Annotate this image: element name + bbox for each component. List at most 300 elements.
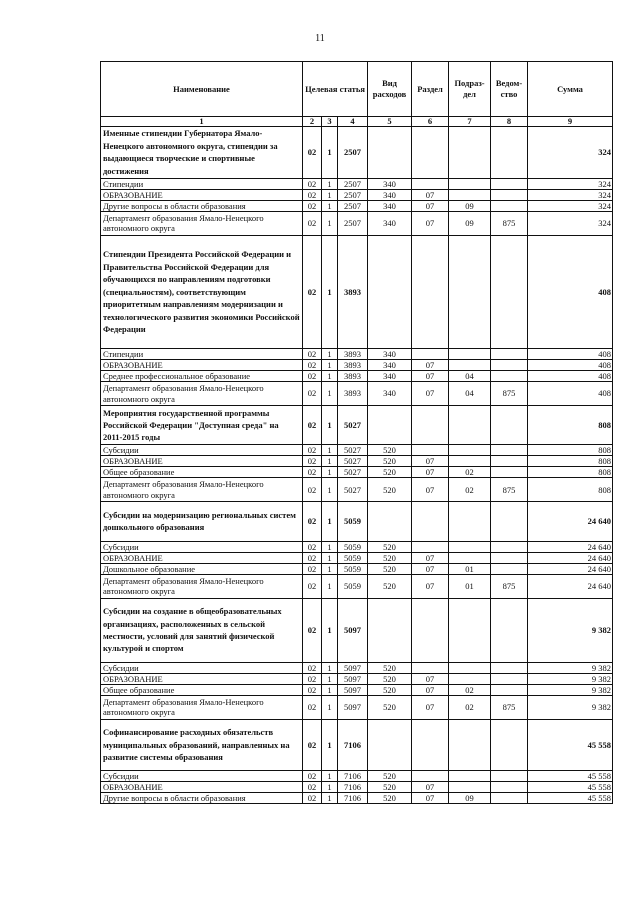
cell-subsection <box>449 771 491 782</box>
col-number: 9 <box>528 117 613 127</box>
col-header-dept: Ведом-ство <box>491 62 528 117</box>
cell-target-code: 2507 <box>338 127 368 179</box>
cell-subsection <box>449 360 491 371</box>
cell-subprogram: 1 <box>322 382 338 406</box>
table-row <box>101 771 613 782</box>
cell-expense-type: 520 <box>368 478 412 502</box>
cell-sum: 24 640 <box>528 552 613 563</box>
cell-program: 02 <box>303 178 322 189</box>
cell-name: ОБРАЗОВАНИЕ <box>101 673 303 684</box>
cell-expense-type <box>368 598 412 662</box>
cell-name: Субсидии <box>101 771 303 782</box>
cell-target-code: 5059 <box>338 563 368 574</box>
cell-subprogram: 1 <box>322 541 338 552</box>
cell-department <box>491 189 528 200</box>
col-header-section: Раздел <box>412 62 449 117</box>
cell-subprogram: 1 <box>322 200 338 211</box>
cell-program: 02 <box>303 360 322 371</box>
cell-target-code: 5027 <box>338 467 368 478</box>
cell-name: ОБРАЗОВАНИЕ <box>101 360 303 371</box>
table-row-item <box>101 235 613 349</box>
cell-target-code: 3893 <box>338 235 368 349</box>
cell-section: 07 <box>412 793 449 804</box>
cell-sum: 324 <box>528 189 613 200</box>
cell-subsection <box>449 178 491 189</box>
cell-name: Департамент образования Ямало-Ненецкого автономного округа <box>101 574 303 598</box>
cell-subsection <box>449 673 491 684</box>
cell-subprogram: 1 <box>322 127 338 179</box>
cell-name: ОБРАЗОВАНИЕ <box>101 189 303 200</box>
cell-name: Субсидии <box>101 662 303 673</box>
cell-sum: 45 558 <box>528 719 613 771</box>
cell-section <box>412 502 449 541</box>
cell-sum: 808 <box>528 478 613 502</box>
cell-section <box>412 235 449 349</box>
cell-expense-type <box>368 235 412 349</box>
cell-subprogram: 1 <box>322 349 338 360</box>
cell-sum: 808 <box>528 456 613 467</box>
cell-program: 02 <box>303 456 322 467</box>
col-number: 3 <box>322 117 338 127</box>
cell-department: 875 <box>491 478 528 502</box>
table-row <box>101 552 613 563</box>
cell-subprogram: 1 <box>322 684 338 695</box>
budget-table <box>100 61 613 804</box>
column-numbers-row <box>101 117 613 127</box>
cell-sum: 9 382 <box>528 673 613 684</box>
cell-expense-type <box>368 406 412 445</box>
cell-program: 02 <box>303 349 322 360</box>
cell-subsection <box>449 541 491 552</box>
cell-name: Субсидии на создание в общеобразовательных организациях, расположенных в сельской местности, условий для занятий физической культурой и спортом <box>101 598 303 662</box>
table-row <box>101 782 613 793</box>
cell-program: 02 <box>303 235 322 349</box>
col-header-name: Наименование <box>101 62 303 117</box>
cell-name: Стипендии <box>101 349 303 360</box>
cell-name: Среднее профессиональное образование <box>101 371 303 382</box>
cell-program: 02 <box>303 719 322 771</box>
table-row <box>101 467 613 478</box>
cell-program: 02 <box>303 445 322 456</box>
cell-department: 875 <box>491 574 528 598</box>
table-row <box>101 211 613 235</box>
cell-program: 02 <box>303 793 322 804</box>
cell-program: 02 <box>303 684 322 695</box>
cell-department <box>491 235 528 349</box>
table-row <box>101 445 613 456</box>
cell-department <box>491 541 528 552</box>
cell-target-code: 5097 <box>338 598 368 662</box>
cell-subsection: 09 <box>449 793 491 804</box>
cell-expense-type: 340 <box>368 360 412 371</box>
cell-program: 02 <box>303 127 322 179</box>
cell-section: 07 <box>412 695 449 719</box>
cell-subsection: 01 <box>449 563 491 574</box>
cell-target-code: 3893 <box>338 371 368 382</box>
cell-subsection: 04 <box>449 371 491 382</box>
table-header-row <box>101 62 613 117</box>
cell-section: 07 <box>412 552 449 563</box>
cell-section: 07 <box>412 574 449 598</box>
cell-name: Субсидии <box>101 445 303 456</box>
cell-name: Общее образование <box>101 467 303 478</box>
cell-name: Общее образование <box>101 684 303 695</box>
cell-expense-type: 520 <box>368 541 412 552</box>
col-number: 6 <box>412 117 449 127</box>
cell-section: 07 <box>412 563 449 574</box>
cell-section <box>412 541 449 552</box>
cell-section <box>412 598 449 662</box>
cell-sum: 24 640 <box>528 563 613 574</box>
cell-department <box>491 406 528 445</box>
cell-subprogram: 1 <box>322 719 338 771</box>
table-row <box>101 456 613 467</box>
cell-department: 875 <box>491 382 528 406</box>
cell-subsection <box>449 349 491 360</box>
cell-sum: 808 <box>528 445 613 456</box>
cell-expense-type: 340 <box>368 371 412 382</box>
col-number: 2 <box>303 117 322 127</box>
cell-sum: 408 <box>528 371 613 382</box>
cell-sum: 408 <box>528 349 613 360</box>
cell-expense-type: 520 <box>368 467 412 478</box>
cell-program: 02 <box>303 782 322 793</box>
cell-expense-type: 520 <box>368 574 412 598</box>
cell-name: Департамент образования Ямало-Ненецкого автономного округа <box>101 211 303 235</box>
cell-expense-type: 520 <box>368 456 412 467</box>
cell-department <box>491 719 528 771</box>
cell-sum: 45 558 <box>528 771 613 782</box>
cell-sum: 9 382 <box>528 662 613 673</box>
cell-expense-type <box>368 502 412 541</box>
cell-section: 07 <box>412 456 449 467</box>
cell-name: ОБРАЗОВАНИЕ <box>101 456 303 467</box>
cell-program: 02 <box>303 406 322 445</box>
cell-subsection <box>449 235 491 349</box>
col-number: 5 <box>368 117 412 127</box>
cell-department <box>491 662 528 673</box>
cell-subprogram: 1 <box>322 178 338 189</box>
cell-subprogram: 1 <box>322 211 338 235</box>
cell-expense-type: 520 <box>368 771 412 782</box>
cell-section <box>412 406 449 445</box>
cell-subsection: 09 <box>449 200 491 211</box>
col-number: 8 <box>491 117 528 127</box>
cell-sum: 408 <box>528 382 613 406</box>
cell-subsection <box>449 782 491 793</box>
cell-name: ОБРАЗОВАНИЕ <box>101 552 303 563</box>
page-number: 11 <box>315 33 325 44</box>
table-row-item <box>101 719 613 771</box>
cell-sum: 24 640 <box>528 574 613 598</box>
table-row <box>101 793 613 804</box>
cell-section: 07 <box>412 467 449 478</box>
cell-department <box>491 360 528 371</box>
cell-section: 07 <box>412 684 449 695</box>
cell-sum: 9 382 <box>528 598 613 662</box>
cell-target-code: 5027 <box>338 478 368 502</box>
cell-subprogram: 1 <box>322 598 338 662</box>
cell-target-code: 5059 <box>338 502 368 541</box>
cell-target-code: 5059 <box>338 552 368 563</box>
cell-subsection <box>449 662 491 673</box>
cell-subprogram: 1 <box>322 371 338 382</box>
cell-department: 875 <box>491 211 528 235</box>
cell-department <box>491 684 528 695</box>
cell-program: 02 <box>303 771 322 782</box>
cell-department <box>491 782 528 793</box>
cell-subprogram: 1 <box>322 552 338 563</box>
cell-subsection: 04 <box>449 382 491 406</box>
cell-program: 02 <box>303 502 322 541</box>
cell-department <box>491 178 528 189</box>
table-row <box>101 574 613 598</box>
table-row <box>101 189 613 200</box>
table-row <box>101 673 613 684</box>
cell-target-code: 3893 <box>338 349 368 360</box>
cell-program: 02 <box>303 200 322 211</box>
col-header-target: Целевая статья <box>303 62 368 117</box>
cell-target-code: 5097 <box>338 695 368 719</box>
cell-target-code: 5097 <box>338 662 368 673</box>
table-row <box>101 478 613 502</box>
cell-name: Департамент образования Ямало-Ненецкого автономного округа <box>101 382 303 406</box>
table-row <box>101 662 613 673</box>
cell-name: Стипендии Президента Российской Федерации и Правительства Российской Федерации для обучающихся по направлениям подготовки (специальностям), соответствующим приоритетным направлениям модернизации и технологического развития экономики Российской Федерации <box>101 235 303 349</box>
cell-program: 02 <box>303 662 322 673</box>
cell-subprogram: 1 <box>322 360 338 371</box>
cell-target-code: 3893 <box>338 382 368 406</box>
cell-subprogram: 1 <box>322 771 338 782</box>
table-row-item <box>101 502 613 541</box>
cell-target-code: 2507 <box>338 200 368 211</box>
cell-target-code: 7106 <box>338 782 368 793</box>
cell-section: 07 <box>412 673 449 684</box>
cell-program: 02 <box>303 563 322 574</box>
cell-expense-type: 340 <box>368 382 412 406</box>
cell-department <box>491 563 528 574</box>
cell-target-code: 5059 <box>338 574 368 598</box>
cell-expense-type: 520 <box>368 445 412 456</box>
cell-expense-type <box>368 127 412 179</box>
table-row <box>101 541 613 552</box>
cell-expense-type: 520 <box>368 695 412 719</box>
cell-target-code: 5027 <box>338 445 368 456</box>
table-row <box>101 360 613 371</box>
cell-sum: 324 <box>528 127 613 179</box>
cell-subprogram: 1 <box>322 456 338 467</box>
cell-target-code: 5027 <box>338 456 368 467</box>
cell-program: 02 <box>303 478 322 502</box>
cell-department <box>491 771 528 782</box>
cell-sum: 45 558 <box>528 782 613 793</box>
cell-section <box>412 178 449 189</box>
cell-section <box>412 771 449 782</box>
table-row <box>101 684 613 695</box>
cell-subprogram: 1 <box>322 793 338 804</box>
cell-target-code: 7106 <box>338 793 368 804</box>
cell-expense-type: 520 <box>368 684 412 695</box>
table-row <box>101 695 613 719</box>
cell-section: 07 <box>412 200 449 211</box>
table-row-item <box>101 598 613 662</box>
cell-subsection: 02 <box>449 467 491 478</box>
cell-sum: 324 <box>528 200 613 211</box>
cell-department <box>491 127 528 179</box>
cell-subsection <box>449 189 491 200</box>
table-row <box>101 200 613 211</box>
cell-name: Именные стипендии Губернатора Ямало-Ненецкого автономного округа, стипендии за выдающиеся творческие и спортивные достижения <box>101 127 303 179</box>
cell-subprogram: 1 <box>322 662 338 673</box>
cell-department <box>491 502 528 541</box>
cell-name: Дошкольное образование <box>101 563 303 574</box>
col-header-sum: Сумма <box>528 62 613 117</box>
cell-section: 07 <box>412 371 449 382</box>
cell-expense-type: 340 <box>368 178 412 189</box>
cell-section: 07 <box>412 782 449 793</box>
cell-target-code: 3893 <box>338 360 368 371</box>
cell-section <box>412 349 449 360</box>
table-row-item <box>101 127 613 179</box>
cell-subprogram: 1 <box>322 695 338 719</box>
cell-department: 875 <box>491 695 528 719</box>
cell-department <box>491 456 528 467</box>
cell-expense-type: 340 <box>368 349 412 360</box>
cell-target-code: 5097 <box>338 673 368 684</box>
cell-target-code: 5097 <box>338 684 368 695</box>
cell-sum: 45 558 <box>528 793 613 804</box>
cell-subprogram: 1 <box>322 673 338 684</box>
cell-target-code: 5059 <box>338 541 368 552</box>
cell-subprogram: 1 <box>322 467 338 478</box>
cell-target-code: 2507 <box>338 211 368 235</box>
cell-section: 07 <box>412 360 449 371</box>
cell-department <box>491 200 528 211</box>
cell-subsection: 02 <box>449 478 491 502</box>
cell-sum: 24 640 <box>528 541 613 552</box>
cell-program: 02 <box>303 382 322 406</box>
cell-subsection: 02 <box>449 684 491 695</box>
cell-name: Департамент образования Ямало-Ненецкого автономного округа <box>101 478 303 502</box>
cell-sum: 324 <box>528 178 613 189</box>
cell-subsection <box>449 456 491 467</box>
cell-name: Другие вопросы в области образования <box>101 200 303 211</box>
cell-subprogram: 1 <box>322 406 338 445</box>
cell-target-code: 2507 <box>338 178 368 189</box>
cell-program: 02 <box>303 541 322 552</box>
cell-department <box>491 552 528 563</box>
cell-sum: 808 <box>528 406 613 445</box>
cell-subsection <box>449 598 491 662</box>
cell-subsection: 01 <box>449 574 491 598</box>
cell-section <box>412 127 449 179</box>
cell-target-code: 2507 <box>338 189 368 200</box>
cell-section: 07 <box>412 382 449 406</box>
cell-sum: 9 382 <box>528 684 613 695</box>
cell-department <box>491 598 528 662</box>
cell-program: 02 <box>303 598 322 662</box>
cell-subsection: 02 <box>449 695 491 719</box>
table-row <box>101 178 613 189</box>
cell-section: 07 <box>412 478 449 502</box>
cell-department <box>491 793 528 804</box>
cell-section: 07 <box>412 211 449 235</box>
cell-subprogram: 1 <box>322 502 338 541</box>
col-number: 4 <box>338 117 368 127</box>
cell-name: Софинансирование расходных обязательств муниципальных образований, направленных на развитие системы образования <box>101 719 303 771</box>
cell-subprogram: 1 <box>322 574 338 598</box>
cell-program: 02 <box>303 371 322 382</box>
cell-name: Мероприятия государственной программы Российской Федерации "Доступная среда" на 2011-2015 годы <box>101 406 303 445</box>
table-row-item <box>101 406 613 445</box>
cell-expense-type: 340 <box>368 200 412 211</box>
col-number: 1 <box>101 117 303 127</box>
cell-program: 02 <box>303 189 322 200</box>
cell-subprogram: 1 <box>322 782 338 793</box>
cell-program: 02 <box>303 673 322 684</box>
cell-target-code: 5027 <box>338 406 368 445</box>
cell-expense-type: 520 <box>368 793 412 804</box>
cell-program: 02 <box>303 574 322 598</box>
cell-target-code: 7106 <box>338 771 368 782</box>
cell-department <box>491 445 528 456</box>
cell-subprogram: 1 <box>322 189 338 200</box>
cell-subsection <box>449 719 491 771</box>
cell-section: 07 <box>412 189 449 200</box>
cell-sum: 324 <box>528 211 613 235</box>
cell-department <box>491 371 528 382</box>
table-row <box>101 563 613 574</box>
table-row <box>101 382 613 406</box>
cell-sum: 408 <box>528 235 613 349</box>
cell-sum: 24 640 <box>528 502 613 541</box>
cell-subsection: 09 <box>449 211 491 235</box>
cell-expense-type: 520 <box>368 662 412 673</box>
cell-name: Стипендии <box>101 178 303 189</box>
cell-subprogram: 1 <box>322 445 338 456</box>
cell-expense-type: 340 <box>368 189 412 200</box>
cell-program: 02 <box>303 695 322 719</box>
table-row <box>101 371 613 382</box>
cell-subprogram: 1 <box>322 478 338 502</box>
cell-section <box>412 719 449 771</box>
cell-program: 02 <box>303 467 322 478</box>
cell-name: ОБРАЗОВАНИЕ <box>101 782 303 793</box>
cell-name: Другие вопросы в области образования <box>101 793 303 804</box>
cell-sum: 808 <box>528 467 613 478</box>
cell-sum: 9 382 <box>528 695 613 719</box>
cell-subsection <box>449 552 491 563</box>
cell-expense-type <box>368 719 412 771</box>
cell-section <box>412 445 449 456</box>
cell-department <box>491 467 528 478</box>
cell-subsection <box>449 502 491 541</box>
cell-expense-type: 520 <box>368 552 412 563</box>
cell-program: 02 <box>303 211 322 235</box>
cell-expense-type: 520 <box>368 563 412 574</box>
cell-department <box>491 349 528 360</box>
cell-subsection <box>449 445 491 456</box>
cell-name: Субсидии <box>101 541 303 552</box>
cell-expense-type: 520 <box>368 782 412 793</box>
col-header-type: Вид расходов <box>368 62 412 117</box>
cell-sum: 408 <box>528 360 613 371</box>
cell-expense-type: 340 <box>368 211 412 235</box>
cell-subprogram: 1 <box>322 235 338 349</box>
cell-subsection <box>449 127 491 179</box>
cell-name: Субсидии на модернизацию региональных систем дошкольного образования <box>101 502 303 541</box>
table-row <box>101 349 613 360</box>
